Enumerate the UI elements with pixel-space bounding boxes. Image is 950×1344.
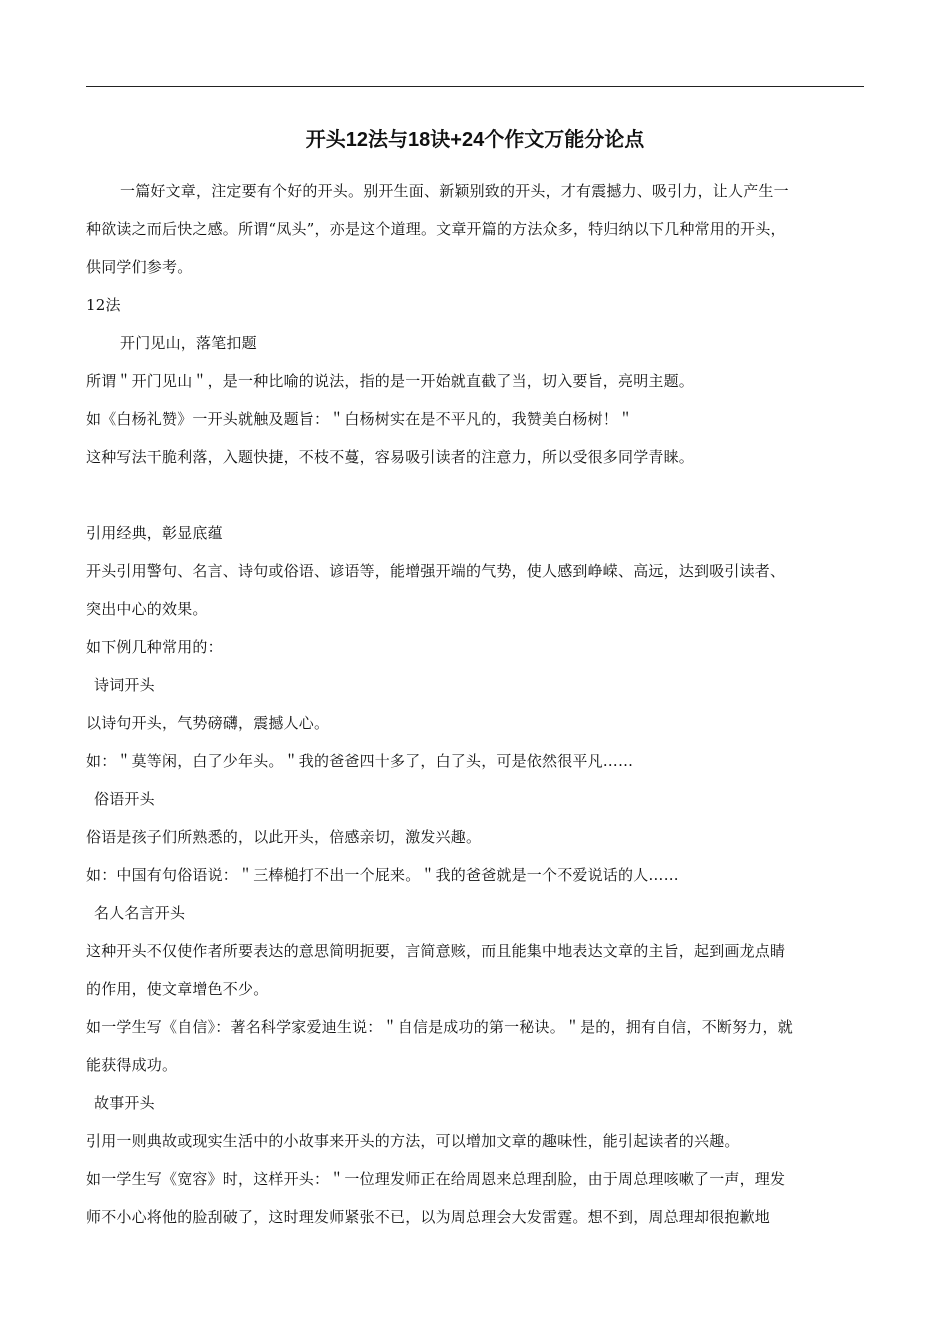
intro-line: 种欲读之而后快之感。所谓“凤头”，亦是这个道理。文章开篇的方法众多，特归纳以下几种常用的开头， [86, 220, 786, 238]
paragraph-line: 开头引用警句、名言、诗句或俗语、谚语等，能增强开端的气势，使人感到峥嵘、高远，达到吸引读者、 [86, 562, 786, 580]
subtype-heading: 诗词开头 [94, 676, 155, 694]
subtype-heading: 故事开头 [94, 1094, 155, 1112]
paragraph-line: 突出中心的效果。 [86, 600, 208, 618]
paragraph-line: 以诗句开头，气势磅礴，震撼人心。 [86, 714, 330, 732]
paragraph-line: 如一学生写《宽容》时，这样开头：＂一位理发师正在给周恩来总理刮脸，由于周总理咳嗽了一声，理发 [86, 1170, 786, 1188]
paragraph-line: 如：＂莫等闲，白了少年头。＂我的爸爸四十多了，白了头，可是依然很平凡…… [86, 752, 634, 770]
paragraph-line: 这种开头不仅使作者所要表达的意思简明扼要，言简意赅，而且能集中地表达文章的主旨，起到画龙点睛 [86, 942, 786, 960]
document-body [86, 172, 872, 1236]
method-heading: 开门见山，落笔扣题 [120, 334, 257, 352]
paragraph-line: 这种写法干脆利落，入题快捷，不枝不蔓，容易吸引读者的注意力，所以受很多同学青睐。 [86, 448, 695, 466]
paragraph-line: 所谓＂开门见山＂，是一种比喻的说法，指的是一开始就直截了当，切入要旨，亮明主题。 [86, 372, 695, 390]
paragraph-line: 俗语是孩子们所熟悉的，以此开头，倍感亲切，激发兴趣。 [86, 828, 482, 846]
document-title: 开头12法与18诀+24个作文万能分论点 [305, 129, 645, 151]
subtype-heading: 名人名言开头 [94, 904, 186, 922]
paragraph-line: 如一学生写《自信》：著名科学家爱迪生说：＂自信是成功的第一秘诀。＂是的，拥有自信，不断努力，就 [86, 1018, 793, 1036]
intro-line: 一篇好文章，注定要有个好的开头。别开生面、新颖别致的开头，才有震撼力、吸引力，让人产生一 [120, 182, 789, 200]
paragraph-line: 如《白杨礼赞》一开头就触及题旨：＂白杨树实在是不平凡的，我赞美白杨树！＂ [86, 410, 634, 428]
paragraph-line: 如下例几种常用的： [86, 638, 223, 656]
paragraph-line: 引用一则典故或现实生活中的小故事来开头的方法，可以增加文章的趣味性，能引起读者的兴趣。 [86, 1132, 740, 1150]
intro-line: 供同学们参考。 [86, 258, 193, 276]
subtype-heading: 俗语开头 [94, 790, 155, 808]
paragraph-line: 能获得成功。 [86, 1056, 178, 1074]
paragraph-line: 的作用，使文章增色不少。 [86, 980, 269, 998]
blank-line [86, 476, 872, 514]
paragraph-line: 师不小心将他的脸刮破了，这时理发师紧张不已，以为周总理会大发雷霆。想不到，周总理却很抱歉地 [86, 1208, 771, 1226]
paragraph-line: 如：中国有句俗语说：＂三棒槌打不出一个屁来。＂我的爸爸就是一个不爱说话的人…… [86, 866, 679, 884]
method-heading: 引用经典，彰显底蕴 [86, 524, 223, 542]
header-rule [86, 86, 864, 87]
section-heading: 12法 [86, 296, 121, 314]
